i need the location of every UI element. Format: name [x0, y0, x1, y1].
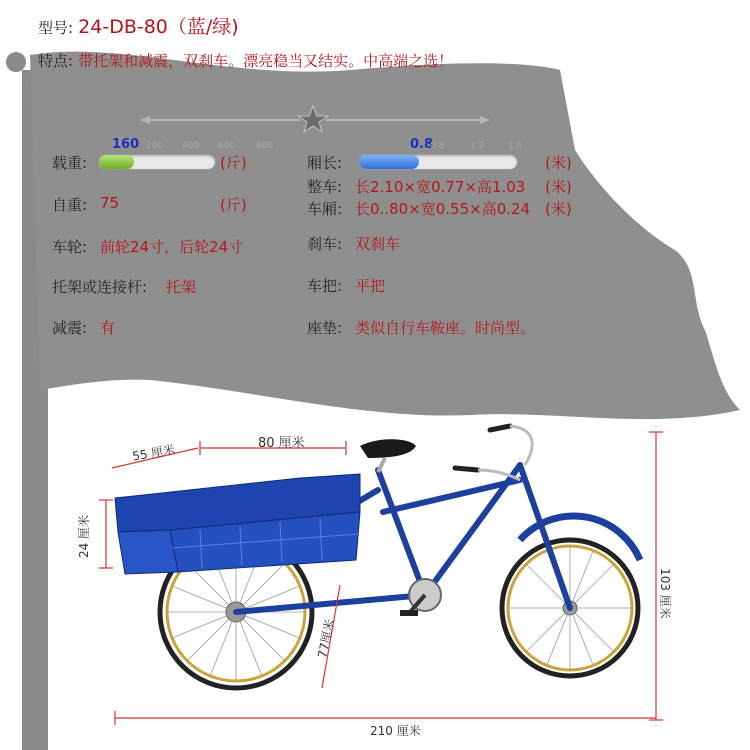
- model-value: 24-DB-80（蓝/绿): [78, 16, 239, 38]
- spec-rack-label: 托架或连接杆:: [52, 278, 148, 296]
- spec-box-length-unit: (米): [545, 154, 572, 172]
- box-tick: 0.8: [430, 141, 445, 151]
- spec-wheel-value: 前轮24寸，后轮24寸: [100, 238, 244, 256]
- dim-total-length: 210 厘米: [370, 724, 421, 738]
- load-tick: 400: [182, 141, 200, 151]
- spec-cargo-label: 车厢:: [307, 200, 343, 218]
- load-meter-value: 160: [112, 137, 140, 152]
- spec-overall-label: 整车:: [307, 178, 343, 196]
- spec-handlebar-label: 车把:: [307, 277, 343, 295]
- dim-box-height: 24 厘米: [77, 514, 92, 559]
- dim-wheel-size: 77厘米: [315, 617, 338, 660]
- spec-brake-value: 双刹车: [355, 235, 401, 253]
- spec-seat-value: 类似自行车鞍座。时尚型。: [355, 319, 536, 337]
- spec-rack-value: 托架: [166, 278, 197, 296]
- spec-shock-value: 有: [100, 319, 116, 337]
- spec-overall-value: 长2.10×宽0.77×高1.03: [355, 178, 526, 196]
- dim-total-height: 103 厘米: [657, 568, 672, 619]
- box-tick: 1.6: [508, 141, 523, 151]
- spec-shock-label: 减震:: [52, 319, 88, 337]
- spec-weight-value: 75: [100, 194, 120, 212]
- feature-label: 特点:: [38, 52, 74, 70]
- spec-weight-label: 自重:: [52, 196, 88, 214]
- spec-brake-label: 刹车:: [307, 235, 343, 253]
- spec-overall-unit: (米): [545, 178, 572, 196]
- box-tick: 1.2: [470, 141, 485, 151]
- spec-cargo-unit: (米): [545, 200, 572, 218]
- spec-load-unit: (斤): [220, 154, 247, 172]
- spec-cargo-value: 长0..80×宽0.55×高0.24: [355, 200, 531, 218]
- box-length-meter-value: 0.8: [410, 137, 434, 152]
- dim-box-depth: 55 厘米: [131, 442, 177, 464]
- load-tick: 200: [146, 141, 164, 151]
- spec-seat-label: 座垫:: [307, 319, 343, 337]
- load-tick: 600: [218, 141, 236, 151]
- spec-wheel-label: 车轮:: [52, 238, 88, 256]
- model-label: 型号:: [38, 19, 74, 37]
- spec-weight-unit: (斤): [220, 196, 247, 214]
- dim-box-length: 80 厘米: [258, 436, 305, 451]
- spec-box-length-label: 厢长:: [307, 154, 343, 172]
- spec-handlebar-value: 平把: [355, 277, 386, 295]
- load-tick: 800: [256, 141, 274, 151]
- spec-load-label: 载重:: [52, 154, 88, 172]
- feature-value: 带托架和减震，双刹车。漂亮稳当又结实。中高端之选！: [78, 52, 454, 70]
